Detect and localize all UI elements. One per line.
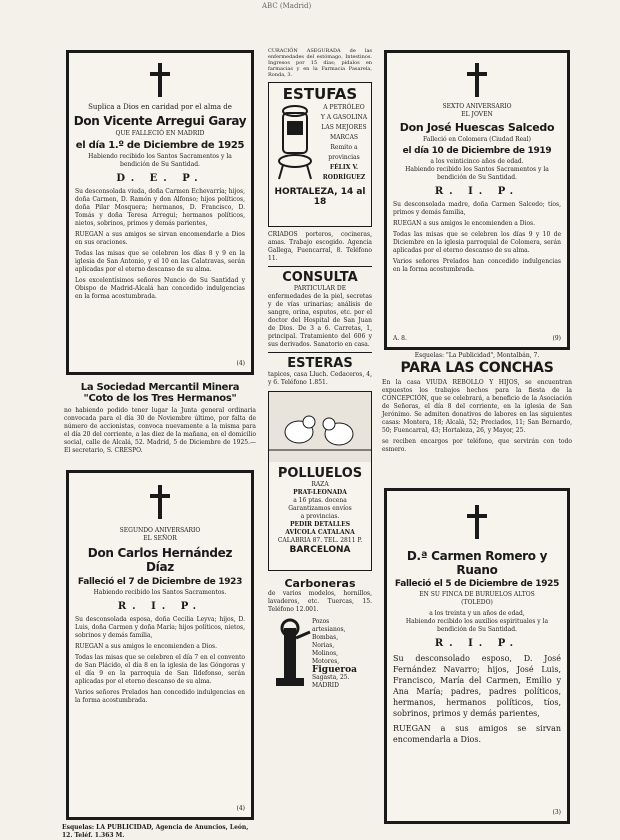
conchas-body: En la casa VIUDA REBOLLO Y HIJOS, se encuentran expuestos los trabajos hechos para la fiesta de la CONCEPCIÓN, que se celebrará, a beneficio de la Asociación de Señoras, el día 8 del corriente, en la iglesia de San Jerónimo. Se admiten donativos de labores en las siguientes casas: Montera, 18; Alcalá, 52; Preciados, 11; San Bernardo, 50; Fuencarral, 43; Hortaleza, 26, y Mayor, 25. bbox=[382, 379, 572, 434]
obit-anniversary: SEXTO ANIVERSARIO bbox=[442, 103, 512, 110]
obit-sacraments: Habiendo recibido los Santos Sacramentos y la bendición de Su Santidad. bbox=[405, 166, 549, 181]
obit-date: el día 1.º de Diciembre de 1925 bbox=[75, 140, 245, 151]
esteras-body: tapices, casa Lluch. Cedaceros, 4, y 6. Teléfono 1.851. bbox=[268, 371, 372, 386]
criados-ad: CRIADOS porteros, cocineras, amas. Trabajo escogido. Agencia Gallega, Fuencarral, 8. Teléfono 11. bbox=[268, 231, 372, 262]
conchas-title: PARA LAS CONCHAS bbox=[400, 360, 554, 376]
obit-name: D.ª Carmen Romero y Ruano bbox=[406, 549, 548, 577]
conchas-notice bbox=[380, 360, 574, 456]
conchas-footer: se reciben encargos por teléfono, que servirán con todo esmero. bbox=[382, 438, 572, 453]
polluelos-title: POLLUELOS bbox=[277, 466, 363, 481]
obit-dep: D. E. P. bbox=[116, 173, 204, 184]
estufas-ad bbox=[268, 82, 372, 227]
figueroa-name: Figueroa bbox=[312, 665, 357, 675]
obituary-carlos-hernandez bbox=[66, 470, 254, 820]
obituary-vicente-arregui bbox=[66, 50, 254, 375]
obit-masses: Todas las misas que se celebren el día 7 en el convento de San Plácido, el día 8 en la iglesia de las Góngoras y el día 9 en la parroquia de San Ildefonso, serán aplicadas por el eterno descanso de su alma. bbox=[75, 654, 245, 685]
estufas-line: LAS MEJORES bbox=[321, 124, 367, 131]
page-header-mark: ABC (Madrid) bbox=[262, 2, 312, 10]
obit-name: Don José Huescas Salcedo bbox=[399, 121, 555, 134]
estufas-line: Remito a bbox=[330, 144, 358, 151]
obit-number: (4) bbox=[236, 805, 245, 812]
obit-date: el día 10 de Diciembre de 1919 bbox=[402, 146, 552, 156]
obit-masses: Todas las misas que se celebren los días 8 y 9 en la iglesia de San Antonio, y el 10 en las Calatravas, serán aplicadas por el eterno descanso de su alma. bbox=[75, 250, 245, 273]
obit-body: Su desconsolada viuda, doña Carmen Echevarría; hijos, doña Carmen, D. Ramón y don Alfonso; hijos políticos, doña Pilar Mosquera; hermanos, D. Francisco, D. Tomás y doña Teresa Arregui; hermanos políticos, nietos, sobrinos, primos y demás parientes, bbox=[75, 188, 245, 227]
obit-masses: Todas las misas que se celebren los días 9 y 10 de Diciembre en la iglesia parroquial de Colomera, serán aplicadas por el eterno descanso de su alma. bbox=[393, 231, 561, 254]
estufas-line: A PETRÓLEO bbox=[323, 104, 365, 111]
consulta-sub: PARTICULAR DE bbox=[293, 285, 347, 292]
carboneras-body: de varios modelos, hornillos, lavaderos, etc. Tuercas, 15. Teléfono 12.001. bbox=[268, 590, 372, 613]
estufas-seller-1: FÉLIX V. bbox=[329, 164, 359, 171]
obit-number: (4) bbox=[236, 360, 245, 367]
chicks-icon bbox=[269, 392, 371, 462]
figueroa-address-1: Sagasta, 25. bbox=[312, 674, 350, 681]
obit-title: EL SEÑOR bbox=[143, 535, 177, 542]
figueroa-address-2: MADRID bbox=[312, 682, 339, 689]
esteras-title: ESTERAS bbox=[287, 356, 353, 371]
obit-indulgences: Varios señores Prelados han concedido indulgencias en la forma acostumbrada. bbox=[393, 258, 561, 273]
society-title-1: La Sociedad Mercantil Minera bbox=[80, 382, 240, 393]
obit-sacraments: Habiendo recibido los Santos Sacramentos. bbox=[93, 589, 227, 596]
obit-indulgences: Varios señores Prelados han concedido indulgencias en la forma acostumbrada. bbox=[75, 689, 245, 704]
obit-name: Don Carlos Hernández Díaz bbox=[87, 546, 233, 574]
obit-initials: A. 8. bbox=[393, 335, 407, 342]
obit-body: Su desconsolada esposa, doña Cecilia Leyva; hijos, D. Luis, doña Carmen y doña María; hijos políticos, nietos, sobrinos y demás familia, bbox=[75, 616, 245, 639]
cross-icon bbox=[467, 505, 487, 539]
estufas-line: provincias bbox=[328, 154, 360, 161]
figueroa-line: Norias, bbox=[312, 642, 335, 649]
obit-sub: (TOLEDO) bbox=[461, 599, 493, 606]
obit-body: Su desconsolada madre, doña Carmen Salcedo; tíos, primos y demás familia, bbox=[393, 201, 561, 216]
curacion-ad: CURACIÓN ASEGURADA de las enfermedades del estómago, Intestinos. Ingresos por 15 días; pídalos en farmacias y en la Farmacia Pasarela, Ronda, 3. bbox=[268, 48, 372, 78]
right-mid-footer: Esquelas: "La Publicidad", Montalbán, 7. bbox=[414, 352, 540, 359]
polluelos-address: CALABRIA 87. TEL. 2811 P. bbox=[277, 537, 363, 544]
consulta-body: enfermedades de la piel, secretas y de vías urinarias; análisis de sangre, orina, esputos, etc. por el doctor del Hospital de San Juan de Dios. De 3 a 6. Carretas, 1, principal. Tratamiento del 606 y sus derivados. Sanatorio en casa. bbox=[268, 293, 372, 348]
obit-rip: R. I. P. bbox=[434, 186, 520, 197]
obit-rip: R. I. P. bbox=[434, 638, 520, 649]
obit-ruegan: RUEGAN a sus amigos le encomienden a Dios. bbox=[393, 220, 536, 227]
consulta-title: CONSULTA bbox=[282, 270, 358, 285]
obituary-carmen-romero bbox=[384, 488, 570, 824]
obit-anniversary: SEGUNDO ANIVERSARIO bbox=[119, 527, 201, 534]
obit-intro: Suplica a Dios en caridad por el alma de bbox=[88, 103, 232, 111]
carboneras-title: Carboneras bbox=[284, 577, 356, 590]
figueroa-line: Molinos, bbox=[312, 650, 339, 657]
polluelos-price: a 16 ptas. docena bbox=[293, 497, 347, 504]
polluelos-city: BARCELONA bbox=[289, 545, 351, 555]
society-title-2: "Coto de los Tres Hermanos" bbox=[83, 393, 237, 404]
obit-indulgences: Los excelentísimos señores Nuncio de Su Santidad y Obispo de Madrid-Alcalá han concedido indulgencias en la forma acostumbrada. bbox=[75, 277, 245, 300]
estufas-address: HORTALEZA, 14 al 18 bbox=[274, 187, 366, 207]
obit-sacraments: Habiendo recibido los auxilios espirituales y la bendición de Su Santidad. bbox=[405, 618, 549, 633]
polluelos-sub-1: RAZA bbox=[311, 481, 329, 488]
cross-icon bbox=[150, 63, 170, 97]
figueroa-line: Pozos bbox=[312, 618, 330, 625]
stove-icon bbox=[273, 103, 317, 183]
cross-icon bbox=[150, 485, 170, 519]
left-footer: Esquelas: LA PUBLICIDAD, Agencia de Anuncios, León, 12. Teléf. 1.363 M. bbox=[62, 824, 249, 839]
obit-date: Falleció el 7 de Diciembre de 1923 bbox=[77, 577, 243, 587]
polluelos-company: AVÍCOLA CATALANA bbox=[285, 529, 355, 536]
obit-number: (9) bbox=[552, 335, 561, 342]
estufas-line: MARCAS bbox=[329, 134, 359, 141]
figueroa-line: artesianos, bbox=[312, 626, 346, 633]
estufas-title: ESTUFAS bbox=[282, 85, 358, 103]
middle-column bbox=[268, 48, 372, 694]
pump-icon bbox=[268, 618, 312, 694]
estufas-seller-2: RODRÍGUEZ bbox=[322, 174, 366, 181]
obit-ruegan: RUEGAN a sus amigos le encomienden a Dios. bbox=[75, 643, 218, 650]
polluelos-order: PEDIR DETALLES bbox=[289, 521, 351, 528]
figueroa-line: Bombas, bbox=[312, 634, 339, 641]
obituary-jose-huescas bbox=[384, 50, 570, 350]
obit-ruegan: RUEGAN a sus amigos se sirvan encomendarla a Dios. bbox=[393, 724, 561, 744]
obit-title: EL JOVEN bbox=[461, 111, 493, 118]
society-notice bbox=[62, 382, 258, 458]
obit-name: Don Vicente Arregui Garay bbox=[73, 114, 247, 128]
obit-sacraments: Habiendo recibido los Santos Sacramentos y la bendición de Su Santidad. bbox=[88, 153, 232, 168]
polluelos-sub-2: PRAT-LEONADA bbox=[293, 489, 347, 496]
obit-rip: R. I. P. bbox=[117, 601, 203, 612]
obit-sub: Falleció en Colomera (Ciudad Real) bbox=[423, 136, 531, 143]
obit-age: a los treinta y un años de edad, bbox=[429, 610, 525, 617]
polluelos-line-1: Garantizamos envíos bbox=[288, 505, 352, 512]
polluelos-line-2: a provincias. bbox=[300, 513, 340, 520]
society-body: no habiendo podido tener lugar la Junta general ordinaria convocada para el día 30 de Noviembre último, por falta de número de accionistas, convoca nuevamente a la misma para el día 20 del corriente, a las diez de la mañana, en el domicilio social, calle de Alcalá, 52. Madrid, 5 de Diciembre de 1925.— El secretario, S. CRESPO. bbox=[64, 407, 256, 454]
obit-ruegan: RUEGAN a sus amigos se sirvan encomendarle a Dios en sus oraciones. bbox=[75, 231, 245, 246]
obit-place: EN SU FINCA DE BURUELOS ALTOS bbox=[419, 591, 535, 598]
obit-body: Su desconsolado esposo, D. José Fernández Navarro; hijos, José Luis, Francisco, María del Carmen, Emilio y Ana María; padres, padres políticos, hermanos, hermanos políticos, tíos, sobrinos, primos y demás parientes, bbox=[393, 654, 561, 718]
cross-icon bbox=[467, 63, 487, 97]
polluelos-ad bbox=[268, 391, 372, 571]
obit-age: a los veinticinco años de edad. bbox=[430, 158, 524, 165]
figueroa-line: Motores, bbox=[312, 658, 340, 665]
obit-number: (3) bbox=[552, 809, 561, 816]
obit-date: Falleció el 5 de Diciembre de 1925 bbox=[394, 579, 560, 589]
obit-sub: QUE FALLECIÓ EN MADRID bbox=[115, 130, 205, 137]
estufas-line: Y A GASOLINA bbox=[320, 114, 368, 121]
